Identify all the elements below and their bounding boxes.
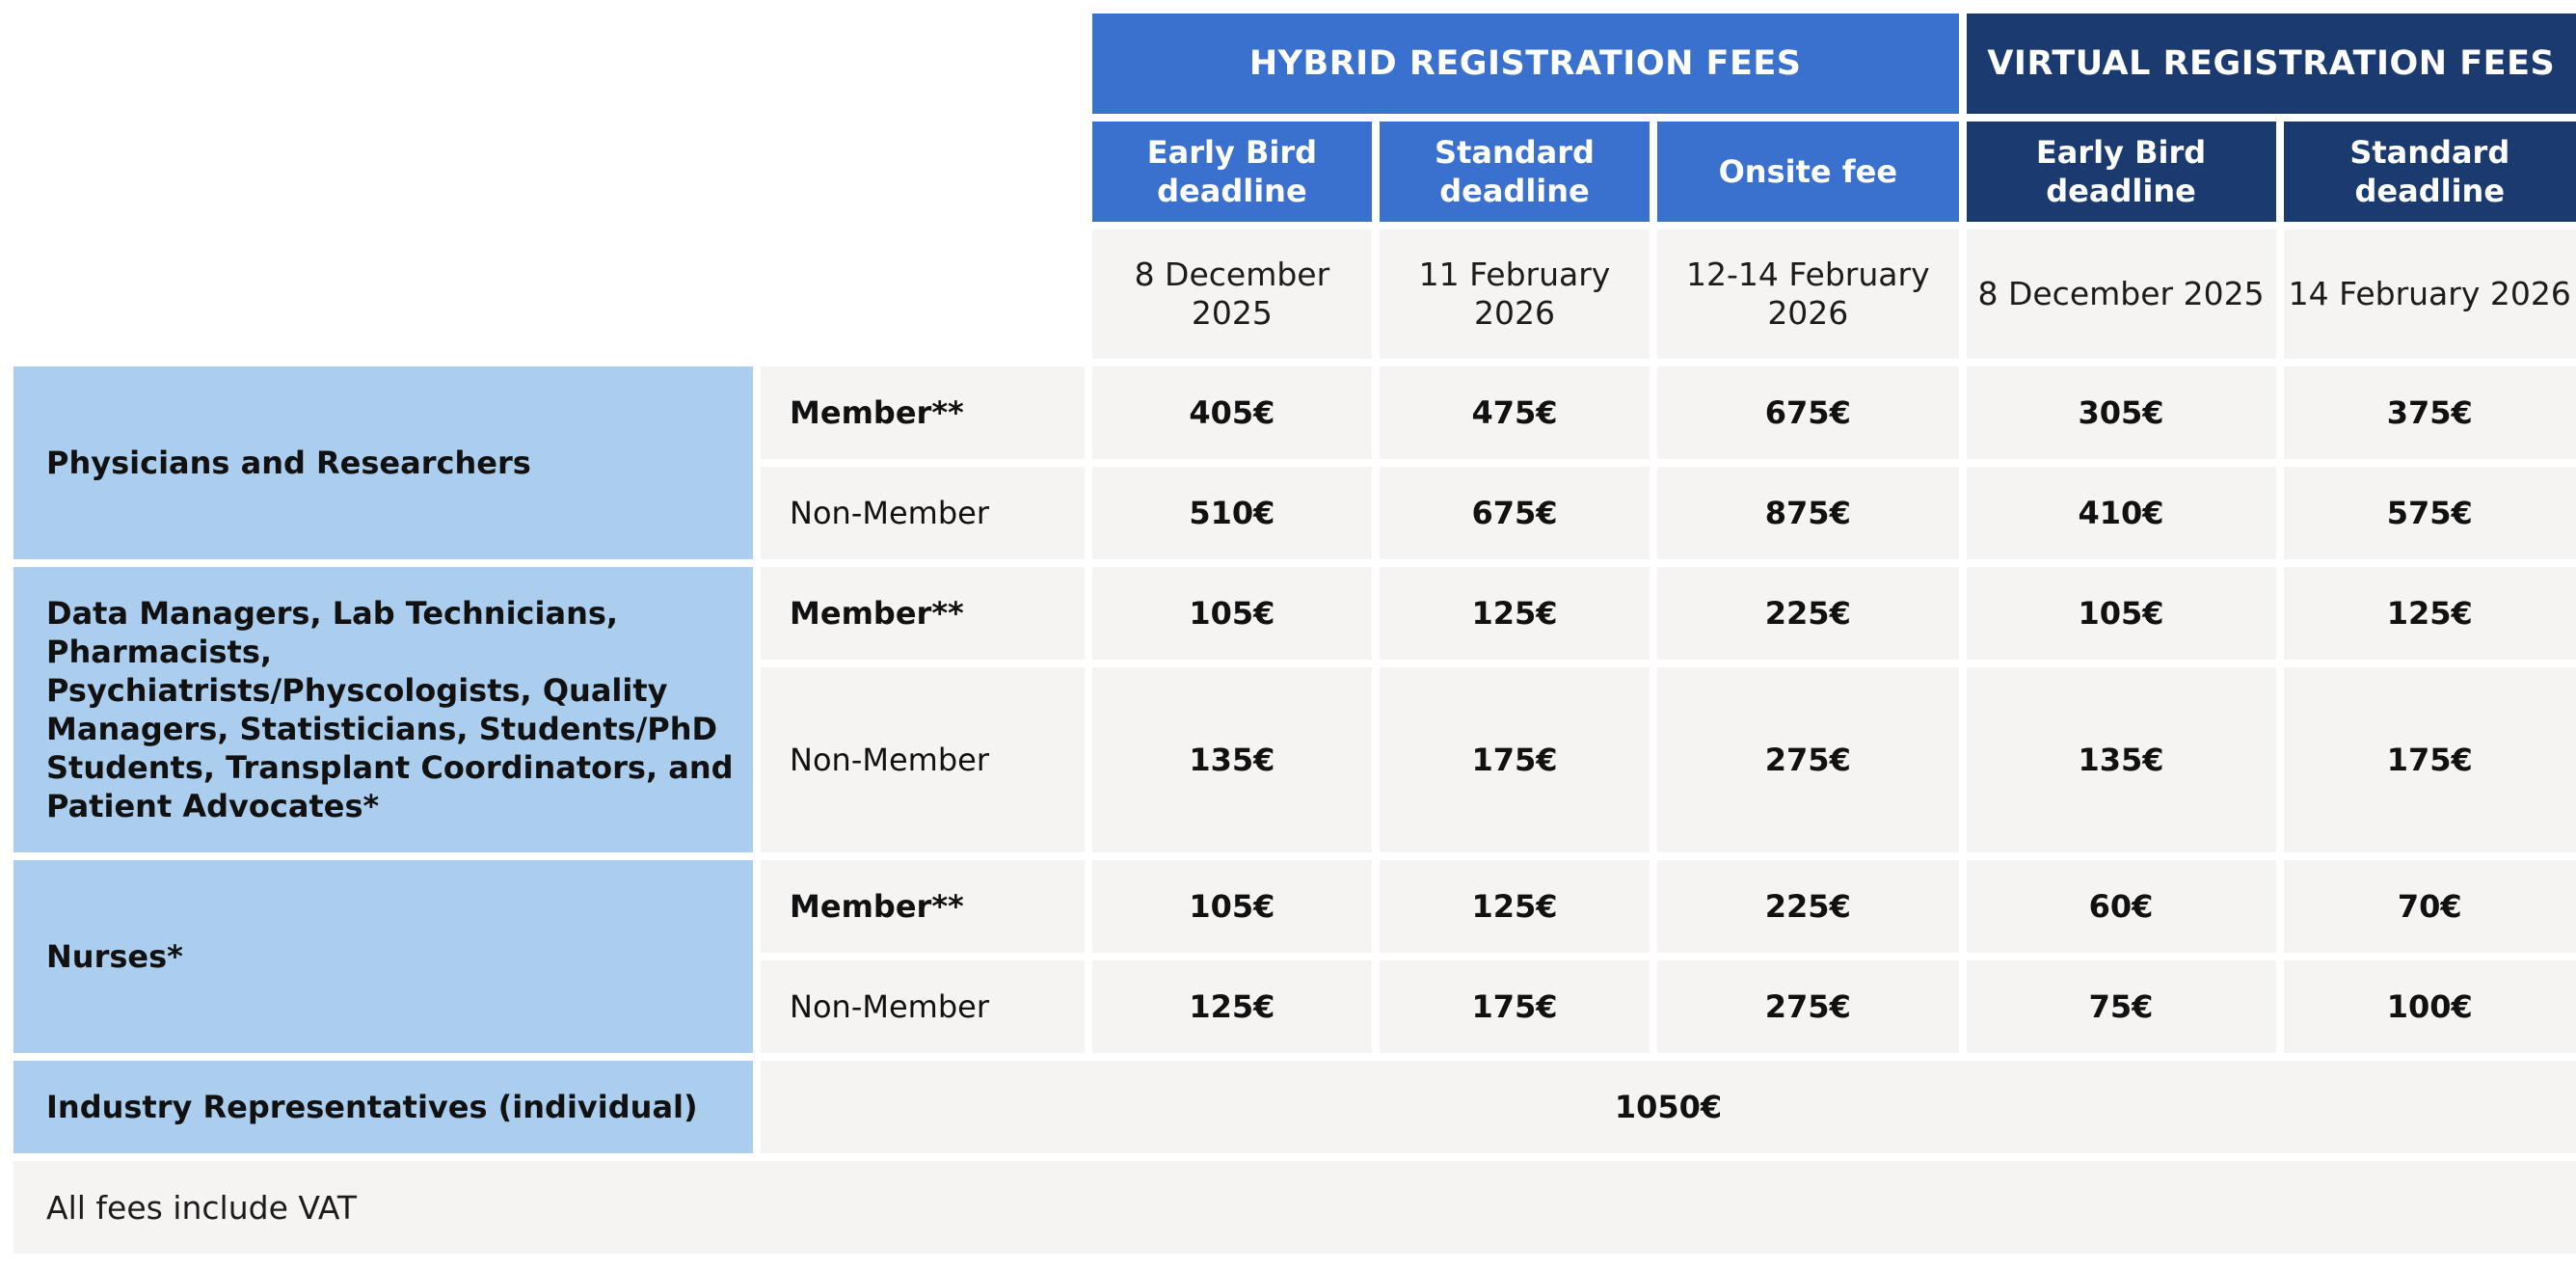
fee-cell: 225€ [1657,860,1958,953]
hybrid-early-bird-header: Early Bird deadline [1092,122,1372,222]
virtual-fees-header: VIRTUAL REGISTRATION FEES [1967,14,2576,114]
virtual-early-bird-header: Early Bird deadline [1967,122,2276,222]
fee-cell: 60€ [1967,860,2276,953]
category-physicians: Physicians and Researchers [13,366,753,559]
fee-cell: 125€ [1380,860,1650,953]
fee-cell: 225€ [1657,567,1958,660]
member-label: Member** [761,366,1085,459]
fee-cell: 405€ [1092,366,1372,459]
fee-cell: 100€ [2284,960,2576,1053]
non-member-label: Non-Member [761,667,1085,852]
category-data-managers: Data Managers, Lab Technicians, Pharmacists, Psychiatrists/Physcologists, Quality Managers, Statisticians, Students/PhD Students, Transplant Coordinators, and Patient Advocates* [13,567,753,852]
category-industry: Industry Representatives (individual) [13,1061,753,1153]
hybrid-fees-header: HYBRID REGISTRATION FEES [1092,14,1959,114]
fee-cell: 175€ [1380,667,1650,852]
fee-cell: 75€ [1967,960,2276,1053]
corner-blank [13,14,1085,359]
fee-cell: 175€ [2284,667,2576,852]
fee-cell: 375€ [2284,366,2576,459]
member-label: Member** [761,567,1085,660]
fee-cell: 575€ [2284,467,2576,559]
fee-cell: 135€ [1092,667,1372,852]
virtual-early-bird-date: 8 December 2025 [1967,230,2276,359]
industry-fee: 1050€ [761,1061,2576,1153]
fee-cell: 305€ [1967,366,2276,459]
hybrid-standard-header: Standard deadline [1380,122,1650,222]
fee-cell: 105€ [1967,567,2276,660]
footer-note: All fees include VAT [13,1161,2576,1254]
non-member-label: Non-Member [761,960,1085,1053]
virtual-standard-date: 14 February 2026 [2284,230,2576,359]
hybrid-onsite-date: 12-14 February 2026 [1657,230,1958,359]
fee-cell: 125€ [2284,567,2576,660]
fee-cell: 675€ [1657,366,1958,459]
fee-cell: 135€ [1967,667,2276,852]
fee-cell: 275€ [1657,667,1958,852]
hybrid-standard-date: 11 February 2026 [1380,230,1650,359]
fee-cell: 875€ [1657,467,1958,559]
fee-cell: 125€ [1380,567,1650,660]
fee-cell: 105€ [1092,860,1372,953]
fee-cell: 105€ [1092,567,1372,660]
fee-cell: 510€ [1092,467,1372,559]
hybrid-onsite-header: Onsite fee [1657,122,1958,222]
fee-cell: 70€ [2284,860,2576,953]
category-nurses: Nurses* [13,860,753,1053]
fee-cell: 475€ [1380,366,1650,459]
fee-cell: 675€ [1380,467,1650,559]
member-label: Member** [761,860,1085,953]
fee-cell: 175€ [1380,960,1650,1053]
fee-cell: 125€ [1092,960,1372,1053]
fee-cell: 410€ [1967,467,2276,559]
hybrid-early-bird-date: 8 December 2025 [1092,230,1372,359]
fee-cell: 275€ [1657,960,1958,1053]
registration-fees-table [6,6,2576,1261]
non-member-label: Non-Member [761,467,1085,559]
virtual-standard-header: Standard deadline [2284,122,2576,222]
